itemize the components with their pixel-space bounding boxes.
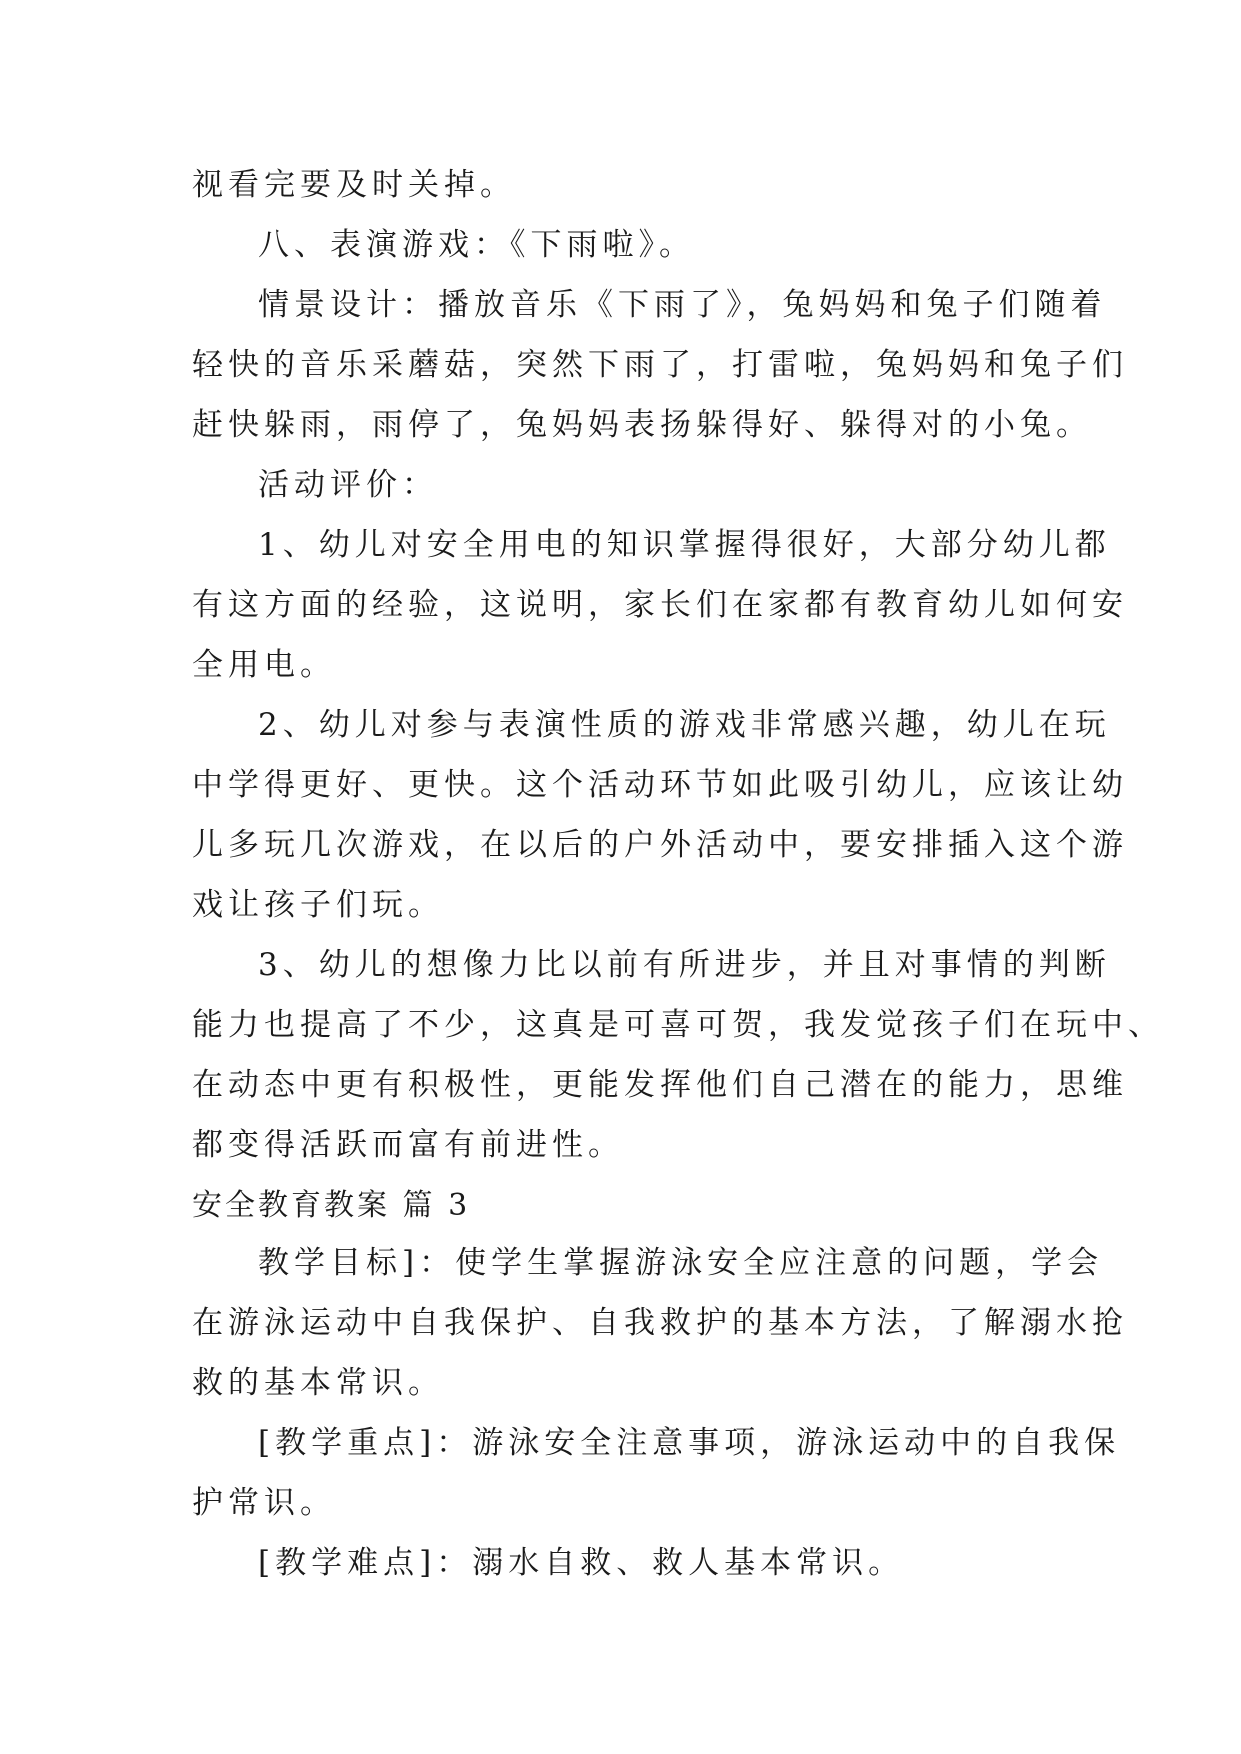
- paragraph-line: [教学难点]：溺水自救、救人基本常识。: [258, 1545, 905, 1581]
- paragraph-line: 救的基本常识。: [192, 1365, 444, 1401]
- paragraph-line: 儿多玩几次游戏，在以后的户外活动中，要安排插入这个游: [192, 827, 1128, 863]
- paragraph-line: 赶快躲雨，雨停了，兔妈妈表扬躲得好、躲得对的小兔。: [192, 407, 1092, 443]
- paragraph-line: 八、表演游戏：《下雨啦》。: [258, 227, 695, 263]
- paragraph-line: 都变得活跃而富有前进性。: [192, 1127, 624, 1163]
- paragraph-line: 3、幼儿的想像力比以前有所进步，并且对事情的判断: [258, 947, 1111, 983]
- paragraph-line: 1、幼儿对安全用电的知识掌握得很好，大部分幼儿都: [258, 527, 1111, 563]
- paragraph-line: 戏让孩子们玩。: [192, 887, 444, 923]
- paragraph-line: 在动态中更有积极性，更能发挥他们自己潜在的能力，思维: [192, 1067, 1128, 1103]
- paragraph-line: 中学得更好、更快。这个活动环节如此吸引幼儿，应该让幼: [192, 767, 1128, 803]
- paragraph-line: 能力也提高了不少，这真是可喜可贺，我发觉孩子们在玩中、: [192, 1007, 1164, 1043]
- paragraph-line: 活动评价：: [258, 467, 438, 503]
- paragraph-line: 有这方面的经验，这说明，家长们在家都有教育幼儿如何安: [192, 587, 1128, 623]
- paragraph-line: [教学重点]：游泳安全注意事项，游泳运动中的自我保: [258, 1425, 1121, 1461]
- paragraph-line: 在游泳运动中自我保护、自我救护的基本方法，了解溺水抢: [192, 1305, 1128, 1341]
- section-heading: 安全教育教案 篇 3: [192, 1188, 471, 1223]
- paragraph-line: 轻快的音乐采蘑菇，突然下雨了，打雷啦，兔妈妈和兔子们: [192, 347, 1128, 383]
- paragraph-line: 2、幼儿对参与表演性质的游戏非常感兴趣，幼儿在玩: [258, 707, 1111, 743]
- document-page: [192, 155, 1164, 1593]
- paragraph-line: 教学目标]：使学生掌握游泳安全应注意的问题，学会: [258, 1245, 1104, 1281]
- paragraph-line: 全用电。: [192, 647, 336, 683]
- paragraph-line: 视看完要及时关掉。: [192, 167, 516, 203]
- paragraph-line: 情景设计：播放音乐《下雨了》，兔妈妈和兔子们随着: [258, 287, 1107, 323]
- paragraph-line: 护常识。: [192, 1485, 336, 1521]
